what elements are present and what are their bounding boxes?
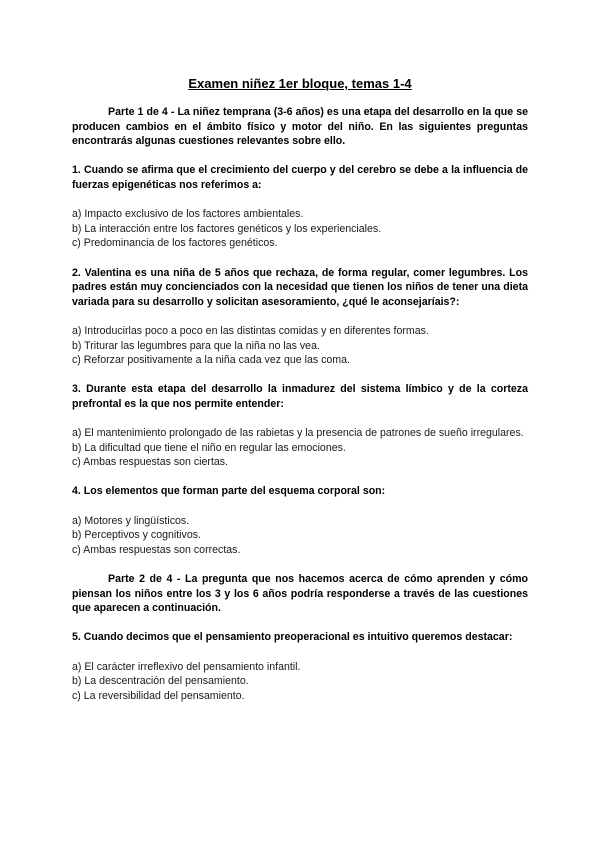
option-c: c) Reforzar positivamente a la niña cada vez que las coma. xyxy=(72,354,350,367)
option-b: b) La descentración del pensamiento. xyxy=(72,675,249,688)
option-a: a) Introducirlas poco a poco en las distintas comidas y en diferentes formas. xyxy=(72,324,429,337)
question-5: 5. Cuando decimos que el pensamiento preoperacional es intuitivo queremos destacar: xyxy=(72,631,513,644)
question-2-options xyxy=(72,324,528,368)
question-1: 1. Cuando se afirma que el crecimiento del cuerpo y del cerebro se debe a la influencia de fuerzas epigenéticas nos referimos a: xyxy=(72,164,528,191)
question-3-options xyxy=(72,426,528,470)
question-4-options xyxy=(72,514,528,558)
part2-intro: Parte 2 de 4 - La pregunta que nos hacemos acerca de cómo aprenden y cómo piensan los niños entre los 3 y los 6 años podría responderse a través de las cuestiones que aparecen a continuación. xyxy=(72,573,528,615)
option-b: b) La dificultad que tiene el niño en regular las emociones. xyxy=(72,441,346,454)
document-title: Examen niñez 1er bloque, temas 1-4 xyxy=(188,76,412,91)
question-1-options xyxy=(72,207,528,251)
option-b: b) Perceptivos y cognitivos. xyxy=(72,529,201,542)
option-c: c) La reversibilidad del pensamiento. xyxy=(72,689,245,702)
document-page xyxy=(72,76,528,718)
option-b: b) Triturar las legumbres para que la niña no las vea. xyxy=(72,339,320,352)
question-4: 4. Los elementos que forman parte del esquema corporal son: xyxy=(72,485,386,498)
option-a: a) Motores y lingüísticos. xyxy=(72,514,190,527)
option-b: b) La interacción entre los factores genéticos y los experienciales. xyxy=(72,222,382,235)
option-c: c) Ambas respuestas son correctas. xyxy=(72,543,241,556)
option-c: c) Ambas respuestas son ciertas. xyxy=(72,456,229,469)
option-c: c) Predominancia de los factores genéticos. xyxy=(72,237,278,250)
question-2: 2. Valentina es una niña de 5 años que rechaza, de forma regular, comer legumbres. Los padres están muy concienciados con la necesidad que tienen los niños de tener una dieta variada para su desarrollo y solicitan asesoramiento, ¿qué le aconsejaríais?: xyxy=(72,266,528,308)
question-5-options xyxy=(72,660,528,704)
option-a: a) Impacto exclusivo de los factores ambientales. xyxy=(72,208,304,221)
option-a: a) El mantenimiento prolongado de las rabietas y la presencia de patrones de sueño irregulares. xyxy=(72,427,524,440)
question-3: 3. Durante esta etapa del desarrollo la inmadurez del sistema límbico y de la corteza prefrontal es la que nos permite entender: xyxy=(72,383,528,410)
part1-intro: Parte 1 de 4 - La niñez temprana (3-6 años) es una etapa del desarrollo en la que se producen cambios en el ámbito físico y motor del niño. En las siguientes preguntas encontrarás algunas cuestiones relevantes sobre ello. xyxy=(72,106,528,148)
option-a: a) El carácter irreflexivo del pensamiento infantil. xyxy=(72,660,301,673)
